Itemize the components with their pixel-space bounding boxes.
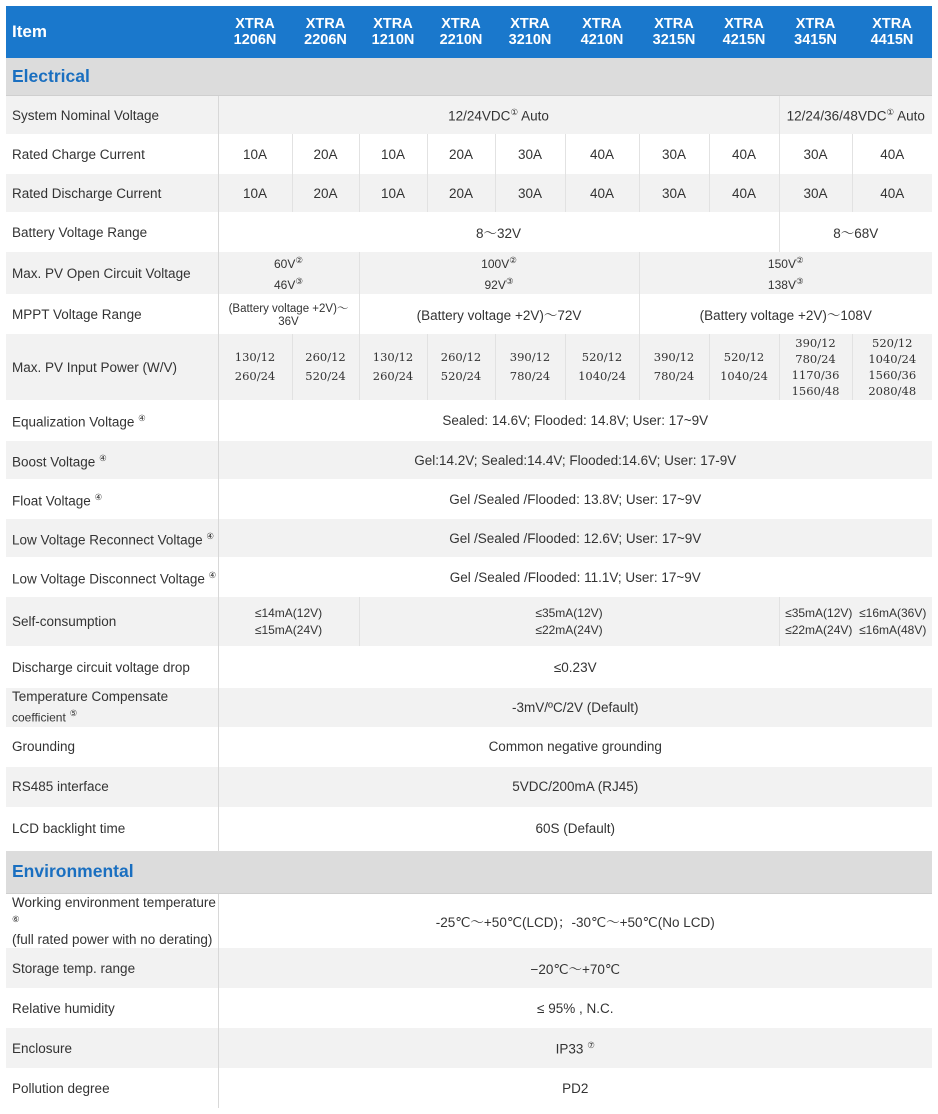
row-label: Storage temp. range (6, 948, 218, 988)
section-title: Electrical (6, 58, 932, 96)
cell-value: -25℃～+50℃(LCD)；-30℃～+50℃(No LCD) (218, 893, 932, 948)
model-header: XTRA 3210N (495, 6, 565, 58)
cell-value: 8～32V (218, 212, 779, 252)
cell-value: 40A (852, 134, 932, 174)
row-label: Temperature Compensate coefficient ⑤ (6, 688, 218, 727)
row-storage-temp (6, 948, 932, 988)
row-label: Rated Discharge Current (6, 174, 218, 212)
row-label: Max. PV Input Power (W/V) (6, 334, 218, 400)
cell-value: 40A (565, 174, 639, 212)
row-label: Discharge circuit voltage drop (6, 646, 218, 688)
nominal-voltage-a: 12/24VDC① Auto (218, 96, 779, 135)
cell-value: 5VDC/200mA (RJ45) (218, 767, 932, 807)
row-boost (6, 441, 932, 479)
cell-value: Gel /Sealed /Flooded: 11.1V; User: 17~9V (218, 557, 932, 597)
cell-value: ≤35mA(12V) ≤16mA(36V) ≤22mA(24V) ≤16mA(48V) (779, 597, 932, 646)
row-label: System Nominal Voltage (6, 96, 218, 135)
cell-value: (Battery voltage +2V)～36V (218, 294, 359, 334)
row-equalization (6, 400, 932, 441)
row-lvd (6, 557, 932, 597)
cell-value: PD2 (218, 1068, 932, 1108)
row-label: Battery Voltage Range (6, 212, 218, 252)
cell-value: 40A (709, 134, 779, 174)
row-label: LCD backlight time (6, 807, 218, 851)
cell-value: (Battery voltage +2V)～108V (639, 294, 932, 334)
row-temp-compensate (6, 688, 932, 727)
cell-value: ≤14mA(12V) ≤15mA(24V) (218, 597, 359, 646)
cell-value: 40A (709, 174, 779, 212)
row-label: Self-consumption (6, 597, 218, 646)
cell-value: Sealed: 14.6V; Flooded: 14.8V; User: 17~9V (218, 400, 932, 441)
cell-value: 150V② 138V③ (639, 252, 932, 294)
cell-value: 130/12 260/24 (359, 334, 427, 400)
cell-value: 520/12 1040/24 (709, 334, 779, 400)
cell-value: 40A (852, 174, 932, 212)
row-voltage-drop (6, 646, 932, 688)
row-humidity (6, 988, 932, 1028)
cell-value: 20A (427, 134, 495, 174)
row-label: Low Voltage Reconnect Voltage ④ (6, 519, 218, 557)
row-label: Working environment temperature ⑥ (full rated power with no derating) (6, 893, 218, 948)
row-label: Max. PV Open Circuit Voltage (6, 252, 218, 294)
cell-value: 390/12 780/24 (495, 334, 565, 400)
model-header: XTRA 2206N (292, 6, 359, 58)
row-rated-charge (6, 134, 932, 174)
row-mppt-range (6, 294, 932, 334)
cell-value: 40A (565, 134, 639, 174)
cell-value: Gel:14.2V; Sealed:14.4V; Flooded:14.6V; User: 17-9V (218, 441, 932, 479)
cell-value: 100V② 92V③ (359, 252, 639, 294)
cell-value: 30A (495, 134, 565, 174)
cell-value: 30A (779, 134, 852, 174)
row-pv-input-power (6, 334, 932, 400)
cell-value: ≤0.23V (218, 646, 932, 688)
row-pv-open-circuit (6, 252, 932, 294)
row-label: Boost Voltage ④ (6, 441, 218, 479)
row-working-temp (6, 893, 932, 948)
row-label: RS485 interface (6, 767, 218, 807)
cell-value: 30A (779, 174, 852, 212)
row-nominal-voltage (6, 96, 932, 135)
section-title: Environmental (6, 851, 932, 894)
cell-value: −20℃～+70℃ (218, 948, 932, 988)
row-self-consumption (6, 597, 932, 646)
row-enclosure (6, 1028, 932, 1068)
model-header: XTRA 4415N (852, 6, 932, 58)
cell-value: 30A (639, 134, 709, 174)
row-label: Pollution degree (6, 1068, 218, 1108)
cell-value: 60S (Default) (218, 807, 932, 851)
row-label: Enclosure (6, 1028, 218, 1068)
cell-value: 10A (218, 134, 292, 174)
cell-value: 30A (639, 174, 709, 212)
cell-value: 20A (292, 134, 359, 174)
item-header: Item (6, 6, 218, 58)
row-label: Low Voltage Disconnect Voltage ④ (6, 557, 218, 597)
nominal-voltage-b: 12/24/36/48VDC① Auto (779, 96, 932, 135)
cell-value: IP33 ⑦ (218, 1028, 932, 1068)
row-lvr (6, 519, 932, 557)
row-label: Grounding (6, 727, 218, 767)
cell-value: 390/12 780/24 1170/36 1560/48 (779, 334, 852, 400)
cell-value: ≤35mA(12V) ≤22mA(24V) (359, 597, 779, 646)
spec-table (6, 6, 932, 1108)
cell-value: 8～68V (779, 212, 932, 252)
cell-value: 130/12 260/24 (218, 334, 292, 400)
cell-value: 30A (495, 174, 565, 212)
row-label: Relative humidity (6, 988, 218, 1028)
header-row (6, 6, 932, 58)
cell-value: Gel /Sealed /Flooded: 12.6V; User: 17~9V (218, 519, 932, 557)
row-label: MPPT Voltage Range (6, 294, 218, 334)
row-rs485 (6, 767, 932, 807)
row-lcd-backlight (6, 807, 932, 851)
cell-value: 10A (218, 174, 292, 212)
cell-value: 260/12 520/24 (427, 334, 495, 400)
cell-value: 10A (359, 174, 427, 212)
row-rated-discharge (6, 174, 932, 212)
row-grounding (6, 727, 932, 767)
cell-value: Common negative grounding (218, 727, 932, 767)
row-label: Rated Charge Current (6, 134, 218, 174)
section-environmental (6, 851, 932, 894)
model-header: XTRA 4215N (709, 6, 779, 58)
section-electrical (6, 58, 932, 96)
cell-value: ≤ 95% , N.C. (218, 988, 932, 1028)
model-header: XTRA 3215N (639, 6, 709, 58)
model-header: XTRA 4210N (565, 6, 639, 58)
cell-value: 390/12 780/24 (639, 334, 709, 400)
row-label: Float Voltage ④ (6, 479, 218, 519)
row-pollution (6, 1068, 932, 1108)
model-header: XTRA 1210N (359, 6, 427, 58)
cell-value: 60V② 46V③ (218, 252, 359, 294)
cell-value: 20A (292, 174, 359, 212)
cell-value: 520/12 1040/24 1560/36 2080/48 (852, 334, 932, 400)
cell-value: -3mV/ºC/2V (Default) (218, 688, 932, 727)
row-float (6, 479, 932, 519)
cell-value: (Battery voltage +2V)～72V (359, 294, 639, 334)
row-battery-range (6, 212, 932, 252)
model-header: XTRA 3415N (779, 6, 852, 58)
model-header: XTRA 2210N (427, 6, 495, 58)
cell-value: 20A (427, 174, 495, 212)
cell-value: 10A (359, 134, 427, 174)
cell-value: Gel /Sealed /Flooded: 13.8V; User: 17~9V (218, 479, 932, 519)
cell-value: 260/12 520/24 (292, 334, 359, 400)
row-label: Equalization Voltage ④ (6, 400, 218, 441)
cell-value: 520/12 1040/24 (565, 334, 639, 400)
model-header: XTRA 1206N (218, 6, 292, 58)
